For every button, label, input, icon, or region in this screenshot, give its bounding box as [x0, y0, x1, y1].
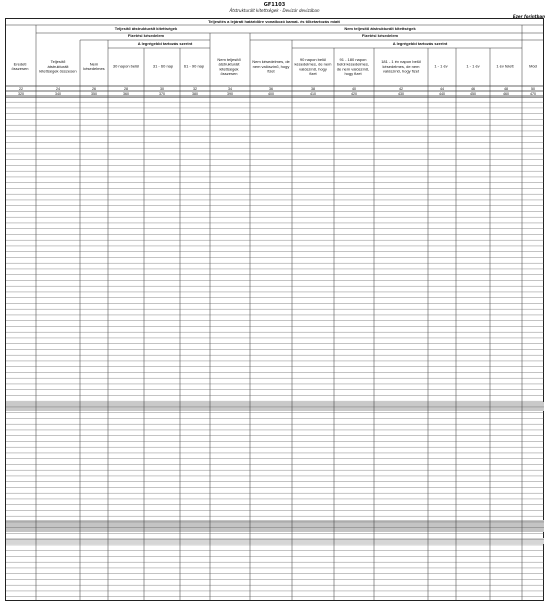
header-right-group: Nem teljesítő átstrukturált kitettségek — [344, 26, 416, 31]
id-cell: 420 — [351, 92, 357, 96]
code-cell: 32 — [193, 86, 197, 91]
col-header-c7: Nem késedelmes, de nem valószínű, hogy fizet — [252, 59, 290, 74]
col-header-total: Eredeti összesen — [11, 61, 29, 72]
header-bydays-right: A legrégebbi tartozás szerint — [392, 41, 448, 46]
col-header-c11: 1 - 1 év — [434, 63, 448, 69]
id-cell: 370 — [159, 92, 165, 96]
code-cell: 46 — [471, 86, 475, 91]
id-cell: 360 — [123, 92, 129, 96]
col-header-c10: 181 - 1 év napon belül késedelmes, de nem valószínű, hogy fizet — [381, 59, 421, 74]
id-cell: 390 — [227, 92, 233, 96]
code-cell: 38 — [311, 86, 315, 91]
col-header-mod: Mód — [529, 63, 537, 69]
code-cell: 34 — [228, 86, 232, 91]
col-header-c4: 31 - 60 nap — [152, 63, 174, 69]
form-subtitle: Átstrukturált kitettségek - Devizár devizában — [229, 8, 320, 13]
id-cell: 470 — [530, 92, 536, 96]
id-cell: 450 — [470, 92, 476, 96]
col-header-c2: Nem késedelmes — [83, 61, 105, 72]
col-header-c12: 1 - 1 év — [466, 63, 480, 69]
code-cell: 28 — [124, 86, 128, 91]
code-cell: 40 — [352, 86, 356, 91]
col-header-c3: 30 napon belül — [112, 63, 140, 69]
code-cell: 44 — [440, 86, 444, 91]
col-header-c8: 90 napon belül késedelmes, de nem valószínű, hogy fizet — [294, 56, 332, 77]
code-cell: 50 — [531, 86, 535, 91]
form-code: GF1103 — [263, 2, 286, 8]
col-header-c5: 61 - 90 nap — [183, 63, 205, 69]
code-cell: 30 — [160, 86, 164, 91]
col-header-c9: 91 - 180 napon belül késedelmes, de nem valószínű, hogy fizet — [336, 56, 370, 77]
header-pastdue-left: Fizetési késedelem — [127, 33, 165, 38]
id-cell: 340 — [55, 92, 61, 96]
id-cell: 350 — [91, 92, 97, 96]
code-cell: 22 — [19, 86, 23, 91]
header-bydays-left: A legrégebbi tartozás szerint — [137, 41, 193, 46]
id-cell: 400 — [268, 92, 274, 96]
header-pastdue-right: Fizetési késedelem — [361, 33, 399, 38]
id-cell: 320 — [18, 92, 24, 96]
code-cell: 36 — [269, 86, 273, 91]
header-top: Teljesítés a lejárati határidőre vonatkozó kamat- és tőketartozás miatt — [208, 19, 340, 24]
code-cell: 24 — [56, 86, 60, 91]
shaded-band — [6, 538, 544, 544]
id-cell: 380 — [192, 92, 198, 96]
id-cell: 430 — [398, 92, 404, 96]
unit-label: Ezer forintban — [512, 14, 545, 19]
code-cell: 26 — [92, 86, 96, 91]
col-header-c6: Nem teljesítő átstrukturált kitettségek összesen — [217, 56, 241, 77]
col-header-c13: 1 év felett — [496, 63, 514, 69]
header-left-group: Teljesítő átstrukturált kitettségek — [114, 26, 178, 31]
code-cell: 48 — [504, 86, 508, 91]
id-cell: 460 — [503, 92, 509, 96]
shaded-band — [6, 402, 544, 411]
id-cell: 410 — [310, 92, 316, 96]
id-cell: 440 — [439, 92, 445, 96]
col-header-c1: Teljesítő átstrukturált kitettségek összesen — [39, 59, 77, 74]
code-cell: 42 — [399, 86, 403, 91]
